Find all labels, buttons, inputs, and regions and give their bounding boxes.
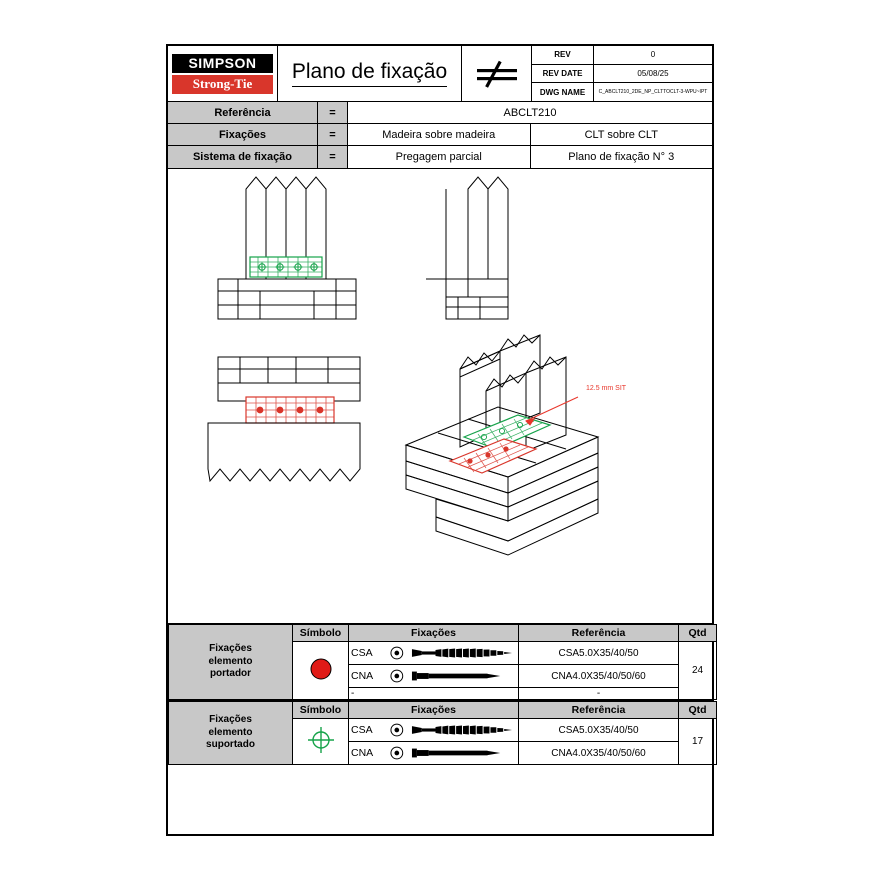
rev-label: REV — [532, 46, 594, 64]
rev-value: 0 — [650, 50, 656, 60]
crosshair-circle-icon — [305, 724, 337, 756]
legend-header-fixings: Fixações — [349, 702, 519, 719]
dwg-name-row — [532, 83, 712, 101]
legend-carrier-row-csa — [349, 642, 519, 665]
target-circle-icon — [388, 721, 406, 739]
legend-carrier-element — [168, 624, 712, 701]
legend-supported-line2: elemento — [208, 726, 253, 738]
page-title: Plano de fixação — [292, 60, 447, 86]
nail-icon — [410, 669, 516, 683]
legend-supported-ref-csa: CSA5.0X35/40/50 — [519, 719, 679, 742]
company-logo — [168, 46, 278, 101]
technical-drawing — [168, 169, 712, 621]
annotation-sit-thickness: 12.5 mm SIT — [586, 385, 627, 392]
not-equal-icon — [471, 57, 523, 91]
legend-carrier-ref-cna: CNA4.0X35/40/50/60 — [519, 665, 679, 688]
wood-screw-icon — [410, 646, 516, 660]
info-value-fixings-2: CLT sobre CLT — [530, 124, 713, 145]
legend-supported-qty: 17 — [679, 719, 717, 765]
info-value-system-2: Plano de fixação N° 3 — [530, 146, 713, 168]
legend-header-symbol: Símbolo — [293, 702, 349, 719]
info-row-reference — [168, 102, 712, 124]
legend-carrier-ref-empty: - — [519, 688, 679, 700]
fixing-name: CNA — [351, 747, 374, 759]
drawing-sheet — [166, 44, 714, 836]
logo-simpson-text: SIMPSON — [172, 54, 273, 73]
legend-header-fixings: Fixações — [349, 625, 519, 642]
info-equals: = — [318, 124, 348, 145]
fixing-name-empty: - — [351, 688, 355, 699]
nail-icon — [410, 746, 516, 760]
info-equals: = — [318, 102, 348, 123]
legend-carrier-qty: 24 — [679, 642, 717, 700]
legend-supported-line1: Fixações — [209, 714, 252, 726]
legend-supported-ref-cna: CNA4.0X35/40/50/60 — [519, 742, 679, 765]
target-circle-icon — [388, 644, 406, 662]
green-crosshair-circle-symbol — [293, 719, 349, 765]
plan-view — [208, 357, 360, 481]
title-block — [168, 46, 712, 102]
wood-screw-icon — [410, 723, 516, 737]
logo-strongtie-text: Strong-Tie — [172, 75, 273, 94]
red-circle-icon — [306, 654, 336, 684]
isometric-view — [406, 335, 598, 555]
fixing-name: CSA — [351, 724, 373, 736]
legend-header-reference: Referência — [519, 625, 679, 642]
fixing-name: CNA — [351, 670, 374, 682]
legend-supported-row-cna — [349, 742, 519, 765]
info-key: Sistema de fixação — [168, 146, 318, 168]
info-row-system — [168, 146, 712, 168]
target-circle-icon — [388, 667, 406, 685]
legend-header-reference: Referência — [519, 702, 679, 719]
target-circle-icon — [388, 744, 406, 762]
rev-date-label: REV DATE — [532, 65, 594, 83]
legend-supported-description — [169, 702, 293, 765]
fixing-name: CSA — [351, 647, 373, 659]
rev-date-row — [532, 65, 712, 84]
info-row-fixings — [168, 124, 712, 146]
legend-supported-element — [168, 701, 712, 765]
dwg-name-label: DWG NAME — [532, 83, 594, 101]
info-equals: = — [318, 146, 348, 168]
info-value-fixings-1: Madeira sobre madeira — [382, 128, 496, 141]
legend-supported-line3: suportado — [206, 739, 255, 751]
info-value-system-1: Pregagem parcial — [395, 151, 482, 163]
rev-row — [532, 46, 712, 65]
front-elevation-view — [218, 177, 356, 319]
plan-title-cell — [278, 46, 462, 101]
legend-carrier-row-cna — [349, 665, 519, 688]
drawing-area — [168, 169, 712, 624]
side-elevation-view — [426, 177, 508, 319]
info-key: Referência — [168, 102, 318, 123]
legend-header-qty: Qtd — [679, 702, 717, 719]
legend-carrier-description — [169, 625, 293, 700]
legend-carrier-line3: portador — [209, 668, 252, 680]
legend-carrier-line1: Fixações — [209, 643, 252, 655]
legend-carrier-line2: elemento — [208, 655, 253, 667]
not-equal-symbol-cell — [462, 46, 532, 101]
legend-supported-row-csa — [349, 719, 519, 742]
legend-carrier-ref-csa: CSA5.0X35/40/50 — [519, 642, 679, 665]
red-filled-circle-symbol — [293, 642, 349, 700]
info-value-reference: ABCLT210 — [503, 106, 557, 119]
rev-date-value: 05/08/25 — [637, 69, 669, 78]
revision-block — [532, 46, 712, 101]
legend-header-symbol: Símbolo — [293, 625, 349, 642]
legend-carrier-row-empty — [349, 688, 519, 700]
info-key: Fixações — [168, 124, 318, 145]
info-table — [168, 102, 712, 169]
dwg-name-value: C_ABCLT210_2DE_NP_CLTTOCLT-3-WPU~IPT — [598, 89, 708, 96]
legend-header-qty: Qtd — [679, 625, 717, 642]
